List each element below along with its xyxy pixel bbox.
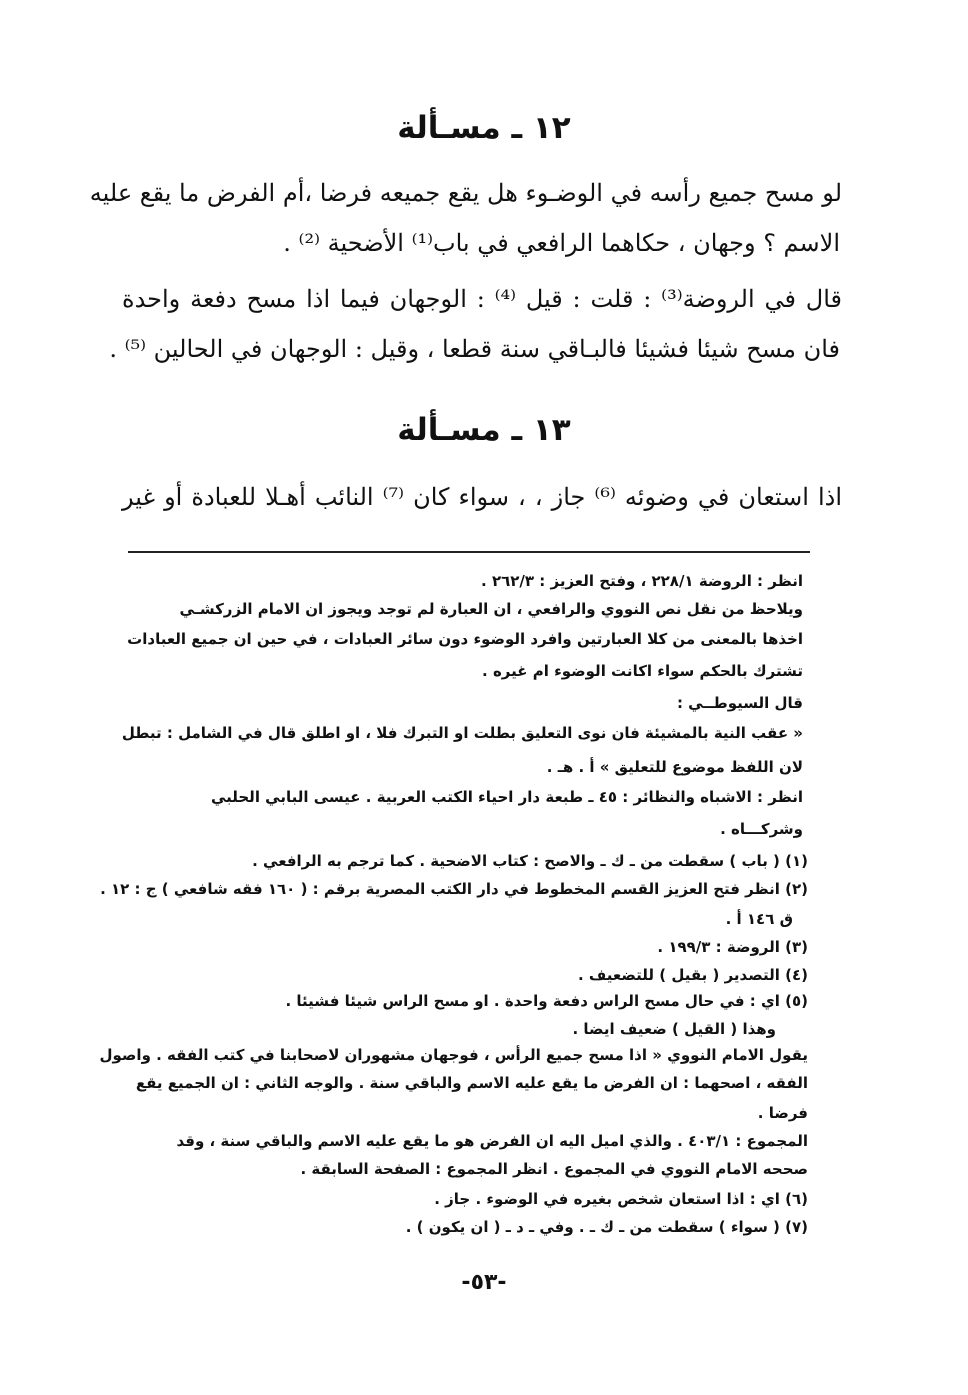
footnote-line: (٥) اي : في حال مسح الراس دفعة واحدة . او مسح الراس شيئا فشيئا .: [285, 992, 808, 1010]
footnote-line: انظر : الروضة ٢٢٨/١ ، وفتح العزيز : ٢٦٢/٣ .: [481, 572, 803, 590]
footnote-line: وشركـــاه .: [720, 820, 803, 838]
page-number: -٥٣-: [461, 1270, 507, 1295]
footnote-line: فرضا .: [757, 1104, 808, 1122]
section-12-line-2: الاسم ؟ وجهان ، حكاهما الرافعي في باب⁽¹⁾ الأضحية ⁽²⁾ .: [283, 229, 840, 257]
footnote-line: صححه الامام النووي في المجموع . انظر المجموع : الصفحة السابقة .: [300, 1160, 808, 1178]
section-12-line-3: قال في الروضة⁽³⁾ : قلت : قيل ⁽⁴⁾ : الوجهان فيما اذا مسح دفعة واحدة: [122, 285, 842, 313]
footnote-line: ويلاحظ من نقل نص النووي والرافعي ، ان العبارة لم توجد ويجوز ان الامام الزركشـي: [179, 600, 803, 618]
footnote-line: ق ١٤٦ أ .: [725, 910, 793, 928]
section-12-line-1: لو مسح جميع رأسه في الوضـوء هل يقع جميعه فرضا ،أم الفرض ما يقع عليه: [89, 179, 842, 207]
footnote-line: انظر : الاشباه والنظائر : ٤٥ ـ طبعة دار احياء الكتب العربية . عيسى البابي الحلبي: [210, 788, 803, 806]
footnote-line: يقول الامام النووي « اذا مسح جميع الرأس ، فوجهان مشهوران لاصحابنا في كتب الفقه . واصول: [99, 1046, 808, 1064]
section-13-line-1: اذا استعان في وضوئه ⁽⁶⁾ جاز ، ، سواء كان ⁽⁷⁾ النائب أهـلا للعبادة أو غير: [122, 483, 842, 511]
footnote-line: تشترك بالحكم سواء اكانت الوضوء ام غيره .: [482, 662, 803, 680]
footnote-line: (٧) ( سواء ) سقطت من ـ ك ـ . وفي ـ د ـ ( ان يكون ) .: [405, 1218, 808, 1236]
footnote-line: (٢) انظر فتح العزيز القسم المخطوط في دار الكتب المصرية برقم : ( ١٦٠ فقه شافعي ) ج : ١٢ .: [100, 880, 808, 898]
footnote-line: وهذا ( القيل ) ضعيف ايضا .: [572, 1020, 776, 1038]
footnote-line: الفقه ، اصحهما : ان الفرض ما يقع عليه الاسم والباقي سنة . والوجه الثاني : ان الجميع يقع: [135, 1074, 808, 1092]
footnote-line: المجموع : ٤٠٣/١ . والذي اميل اليه ان الفرض هو ما يقع عليه الاسم والباقي سنة ، وقد: [176, 1132, 808, 1150]
footnote-separator: [128, 551, 810, 553]
section-13-heading: ١٣ ـ مسـألة: [397, 412, 571, 448]
footnote-line: قال السيوطــي :: [676, 694, 803, 712]
footnote-line: لان اللفظ موضوع للتعليق » أ . هـ .: [546, 758, 803, 776]
footnote-line: اخذها بالمعنى من كلا العبارتين وافرد الوضوء دون سائر العبادات ، في حين ان جميع العبادات: [127, 630, 803, 648]
footnote-line: (٣) الروضة : ١٩٩/٣ .: [657, 938, 808, 956]
footnote-line: « عقب النية بالمشيئة فان نوى التعليق بطلت او التبرك فلا ، او اطلق قال في الشامل : تبطل: [121, 724, 803, 742]
section-12-heading: ١٢ ـ مسـألة: [397, 110, 571, 146]
section-12-line-4: فان مسح شيئا فشيئا فالبـاقي سنة قطعا ، وقيل : الوجهان في الحالين ⁽⁵⁾ .: [109, 335, 840, 363]
footnote-line: (٤) التصدير ( بقيل ) للتضعيف .: [578, 966, 808, 984]
footnote-line: (١) ( باب ) سقطت من ـ ك ـ والاصح : كتاب الاضحية . كما ترجم به الرافعي .: [252, 852, 808, 870]
footnote-line: (٦) اي : اذا استعان شخص بغيره في الوضوء . جاز .: [434, 1190, 808, 1208]
